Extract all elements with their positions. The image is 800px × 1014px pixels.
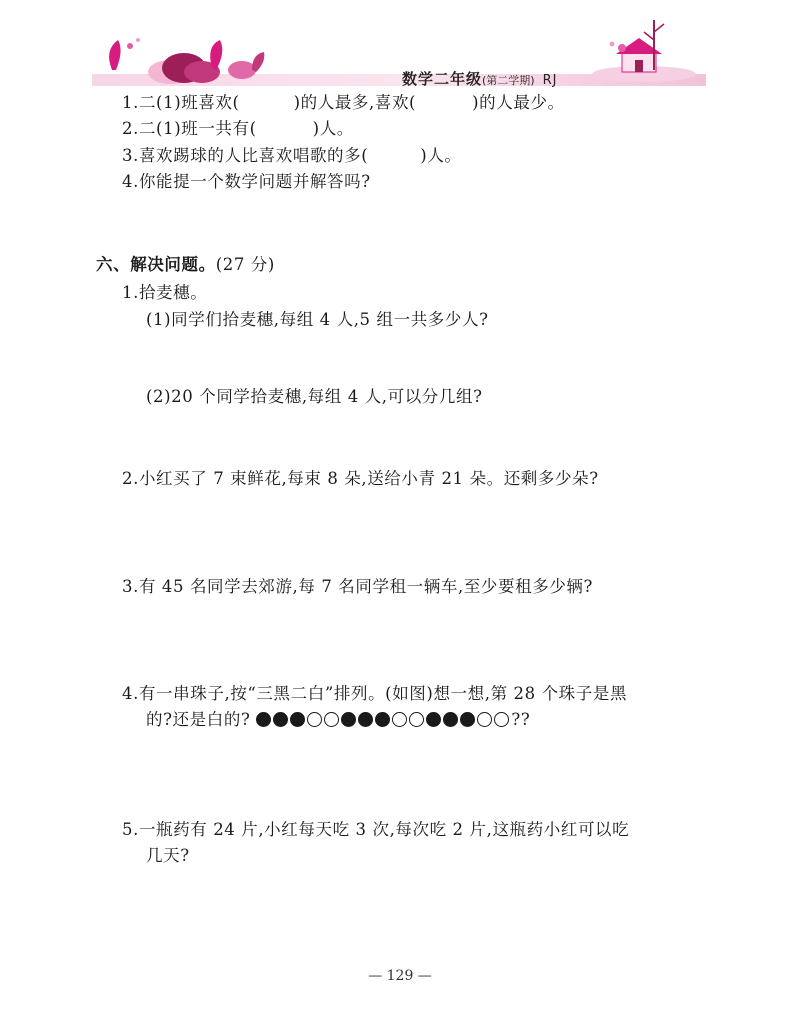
question-text: 二(1)班喜欢( <box>138 93 240 112</box>
problem-number: 4. <box>122 684 139 703</box>
black-bead <box>290 712 305 727</box>
problem-text: 小红买了 7 束鲜花,每束 8 朵,送给小青 21 朵。还剩多少朵? <box>138 469 599 488</box>
black-bead <box>273 712 288 727</box>
black-bead <box>358 712 373 727</box>
problem-text: 的?还是白的? <box>146 710 251 729</box>
bead-sequence-unknown: ?? <box>511 710 531 729</box>
page-number: — 129 — <box>368 968 432 984</box>
section-title: 六、解决问题。 <box>96 255 216 274</box>
problem-text: 有一串珠子,按“三黑二白”排列。(如图)想一想,第 28 个珠子是黑 <box>138 684 628 703</box>
header-code: RJ <box>542 73 558 88</box>
problem-4-line2 <box>146 709 530 731</box>
question-text: 喜欢踢球的人比喜欢唱歌的多( <box>138 146 369 165</box>
white-bead <box>324 712 339 727</box>
question-text: )人。 <box>312 119 354 138</box>
black-bead <box>256 712 271 727</box>
black-bead <box>443 712 458 727</box>
problem-text: 一瓶药有 24 片,小红每天吃 3 次,每次吃 2 片,这瓶药小红可以吃 <box>138 820 630 839</box>
page-header <box>92 18 706 90</box>
question-text: )的人最多,喜欢( <box>293 93 417 112</box>
black-bead <box>460 712 475 727</box>
problem-5-line2 <box>146 845 190 867</box>
question-number: 4. <box>122 172 139 191</box>
problem-text: 几天? <box>146 846 190 865</box>
white-bead <box>307 712 322 727</box>
section-score: (27 分) <box>215 255 275 274</box>
question-number: 1. <box>122 93 139 112</box>
problem-number: 1. <box>122 283 139 302</box>
question-text: 你能提一个数学问题并解答吗? <box>138 172 371 191</box>
problem-5-line1 <box>122 819 629 841</box>
black-bead <box>426 712 441 727</box>
question-text: )的人最少。 <box>472 93 565 112</box>
problem-number: 3. <box>122 577 139 596</box>
question-5-2 <box>122 118 354 140</box>
problem-2 <box>122 468 599 490</box>
problem-text: (2)20 个同学拾麦穗,每组 4 人,可以分几组? <box>146 387 483 406</box>
black-bead <box>375 712 390 727</box>
question-number: 2. <box>122 119 139 138</box>
header-title <box>402 68 557 89</box>
problem-text: (1)同学们拾麦穗,每组 4 人,5 组一共多少人? <box>146 310 489 329</box>
question-5-4 <box>122 171 371 193</box>
problem-text: 有 45 名同学去郊游,每 7 名同学租一辆车,至少要租多少辆? <box>138 577 593 596</box>
problem-1-sub2 <box>146 386 483 408</box>
problem-1-sub1 <box>146 309 489 331</box>
black-bead <box>341 712 356 727</box>
white-bead <box>409 712 424 727</box>
white-bead <box>392 712 407 727</box>
problem-text: 拾麦穗。 <box>138 283 208 302</box>
header-subtitle: (第二学期) <box>482 74 535 87</box>
problem-1-title <box>122 282 207 304</box>
question-number: 3. <box>122 146 139 165</box>
question-5-3 <box>122 145 462 167</box>
question-text: )人。 <box>420 146 462 165</box>
problem-3 <box>122 576 593 598</box>
question-5-1 <box>122 92 565 114</box>
problem-4-line1 <box>122 683 627 705</box>
problem-number: 2. <box>122 469 139 488</box>
header-title-text: 数学二年级 <box>402 70 483 88</box>
question-text: 二(1)班一共有( <box>138 119 257 138</box>
header-decoration-illustration <box>92 18 706 90</box>
bead-sequence <box>256 712 509 727</box>
problem-number: 5. <box>122 820 139 839</box>
section-6-heading <box>96 254 275 276</box>
white-bead <box>494 712 509 727</box>
white-bead <box>477 712 492 727</box>
